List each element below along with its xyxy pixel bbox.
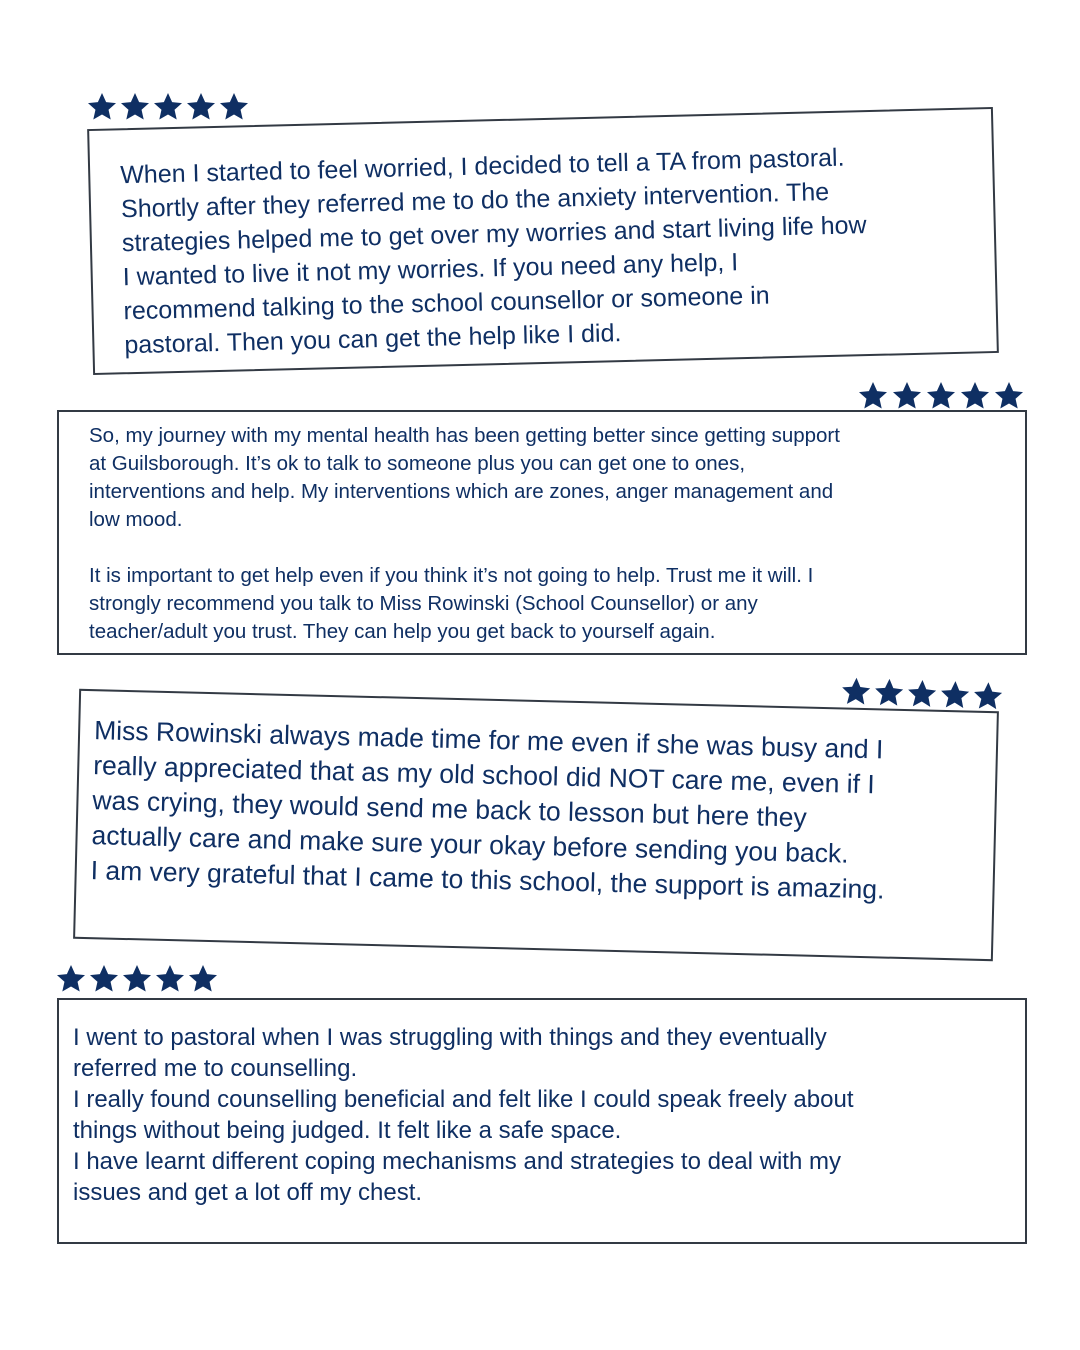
review-4-rating [55,963,219,995]
review-card-1 [87,107,999,375]
review-4-text: I went to pastoral when I was struggling with things and they eventually referred me to counselling. I really found counselling beneficial and felt like I could speak freely about things without being judged. It felt like a safe space. I have learnt different coping mechanisms and strategies to deal with my issues and get a lot off my chest. [73,1024,854,1206]
star-icon [154,963,186,995]
star-icon [218,91,250,123]
review-card-3 [73,689,999,961]
star-icon [872,676,905,709]
review-2-text: So, my journey with my mental health has been getting better since getting support at Guilsborough. It’s ok to talk to someone plus you can get one to ones, interventions and help. My interventions which are zones, anger management and low mood. It is important to get help even if you think it’s not going to help. Trust me it will. I strongly recommend you talk to Miss Rowinski (School Counsellor) or any teacher/adult you trust. They can help you get back to yourself again. [89,424,840,643]
star-icon [119,91,151,123]
star-icon [121,963,153,995]
star-icon [187,963,219,995]
star-icon [905,677,938,710]
review-1-text: When I started to feel worried, I decided to tell a TA from pastoral. Shortly after they referred me to do the anxiety intervention. The strategies helped me to get over my worries and start living life how I wanted to live it not my worries. If you need any help, I recommend talking to the school counsellor or someone in pastoral. Then you can get the help like I did. [119,143,867,360]
star-icon [938,679,971,712]
star-icon [152,91,184,123]
star-icon [55,963,87,995]
star-icon [857,380,889,412]
star-icon [185,91,217,123]
star-icon [971,680,1004,713]
review-card-2 [57,410,1027,655]
star-icon [839,675,872,708]
review-3-text: Miss Rowinski always made time for me even if she was busy and I really appreciated that as my old school did NOT care me, even if I was crying, they would send me back to lesson but here they actually care and make sure your okay before sending you back. I am very grateful that I came to this school, the support is amazing. [90,715,885,905]
star-icon [891,380,923,412]
star-icon [88,963,120,995]
review-2-rating [857,380,1025,412]
star-icon [86,91,118,123]
review-card-4 [57,998,1027,1244]
star-icon [959,380,991,412]
review-1-rating [86,91,250,123]
star-icon [993,380,1025,412]
star-icon [925,380,957,412]
